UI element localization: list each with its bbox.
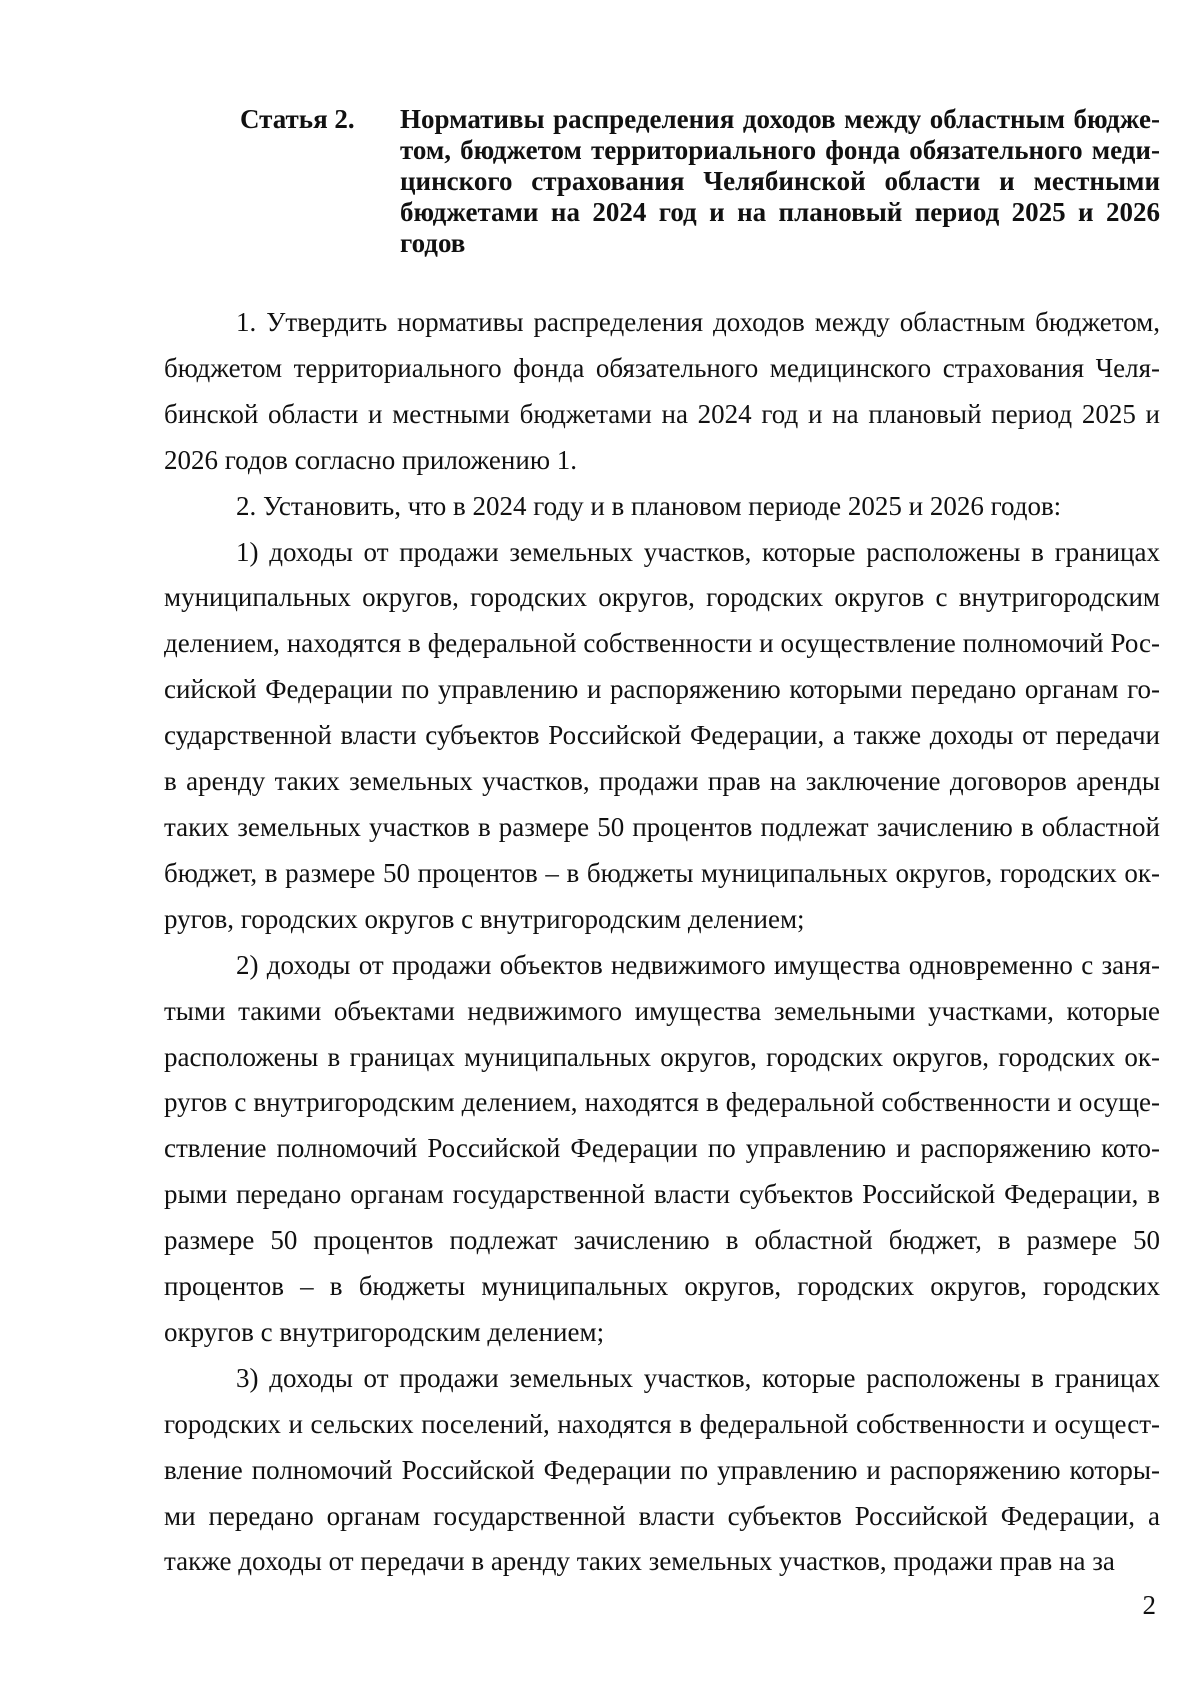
paragraph-2: 2. Установить, что в 2024 году и в плановом периоде 2025 и 2026 годов: [236, 490, 1062, 521]
article-number: Статья 2. [240, 104, 355, 134]
paragraph-2-item-3: 3) доходы от продажи земельных участков, которые расположены в границах городских и сельских поселений, находятся в федеральной собственности и осуществление полномочий Российской Федерации по управлению и распоряжению которыми передано органам государственной власти субъектов Российской Федерации, а также доходы от передачи в аренду таких земельных участков, продажи прав на за [164, 1362, 1160, 1577]
paragraph-2-item-1: 1) доходы от продажи земельных участков, которые расположены в границах муниципальных округов, городских округов, городских округов с внутригородским делением, находятся в федеральной собственности и осуществление полномочий Российской Федерации по управлению и распоряжению которыми передано органам государственной власти субъектов Российской Федерации, а также доходы от передачи в аренду таких земельных участков, продажи прав на заключение договоров аренды таких земельных участков в размере 50 процентов подлежат зачислению в областной бюджет, в размере 50 процентов – в бюджеты муниципальных округов, городских округов, городских округов с внутригородским делением; [164, 536, 1160, 934]
article-body [164, 300, 1160, 1585]
page-number: 2 [1142, 1590, 1156, 1620]
paragraph-2-item-2: 2) доходы от продажи объектов недвижимого имущества одновременно с занятыми такими объектами недвижимого имущества земельными участками, которые расположены в границах муниципальных округов, городских округов, городских округов с внутригородским делением, находятся в федеральной собственности и осуществление полномочий Российской Федерации по управлению и распоряжению которыми передано органам государственной власти субъектов Российской Федерации, в размере 50 процентов подлежат зачислению в областной бюджет, в размере 50 процентов – в бюджеты муниципальных округов, городских округов, городских округов с внутригородским делением; [164, 949, 1160, 1347]
paragraph-1: 1. Утвердить нормативы распределения доходов между областным бюджетом, бюджетом территориального фонда обязательного медицинского страхования Челябинской области и местными бюджетами на 2024 год и на плановый период 2025 и 2026 годов согласно приложению 1. [164, 307, 1160, 475]
article-title: Нормативы распределения доходов между областным бюджетом, бюджетом территориального фонда обязательного медицинского страхования Челябинской области и местными бюджетами на 2024 год и на плановый период 2025 и 2026 годов [400, 104, 1160, 258]
article-heading [240, 104, 1160, 259]
